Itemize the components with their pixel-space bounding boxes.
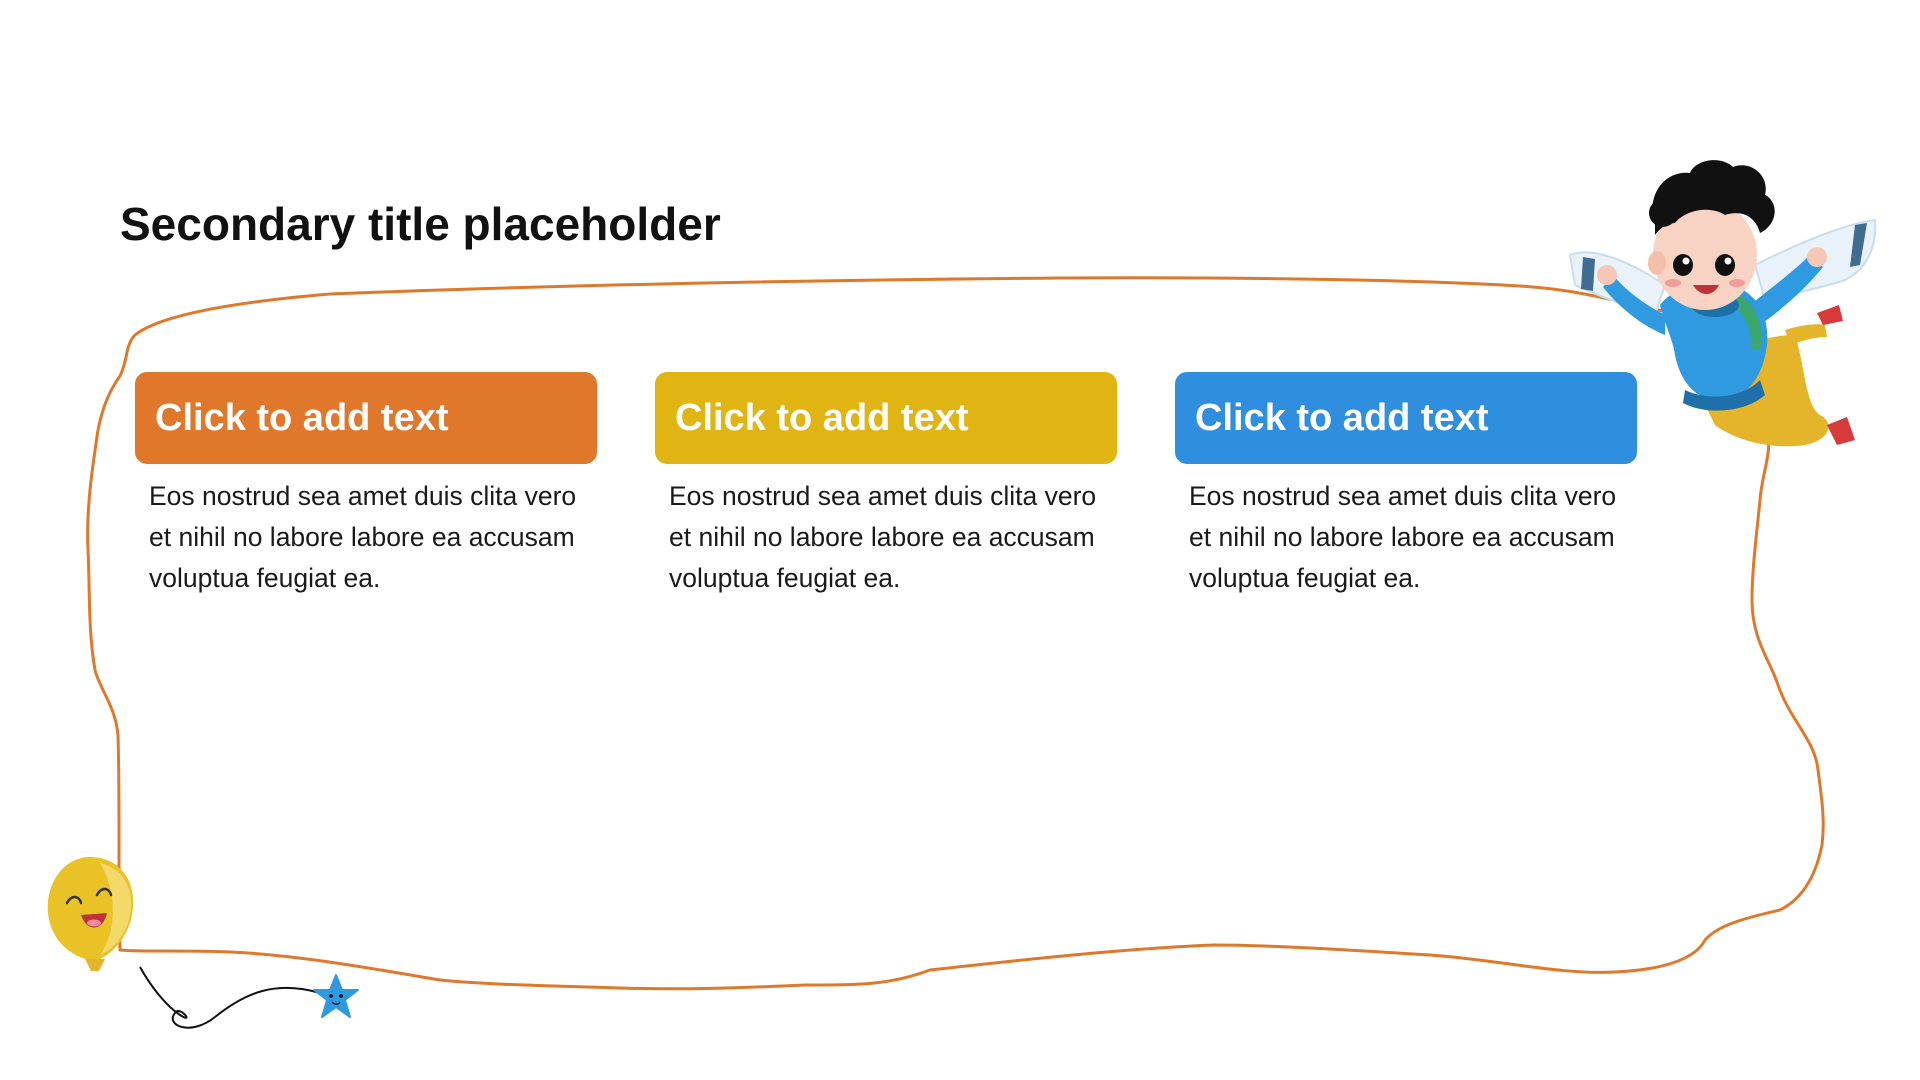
card-heading[interactable]: Click to add text bbox=[155, 396, 449, 439]
card-header-orange[interactable] bbox=[135, 372, 597, 464]
card-body-text[interactable]: Eos nostrud sea amet duis clita vero et nihil no labore labore ea accusam voluptua feugiat ea. bbox=[1189, 481, 1617, 593]
card-heading[interactable]: Click to add text bbox=[675, 396, 969, 439]
content-card-yellow bbox=[655, 372, 1117, 599]
card-body-text[interactable]: Eos nostrud sea amet duis clita vero et nihil no labore labore ea accusam voluptua feugiat ea. bbox=[669, 481, 1097, 593]
flying-boy-illustration bbox=[1555, 155, 1885, 455]
blue-star-icon bbox=[310, 972, 362, 1024]
card-heading[interactable]: Click to add text bbox=[1195, 396, 1489, 439]
content-card-orange bbox=[135, 372, 597, 599]
smiling-balloon-illustration bbox=[45, 855, 135, 985]
page-title[interactable]: Secondary title placeholder bbox=[120, 198, 721, 250]
card-header-yellow[interactable] bbox=[655, 372, 1117, 464]
card-body-text[interactable]: Eos nostrud sea amet duis clita vero et nihil no labore labore ea accusam voluptua feugiat ea. bbox=[149, 481, 577, 593]
